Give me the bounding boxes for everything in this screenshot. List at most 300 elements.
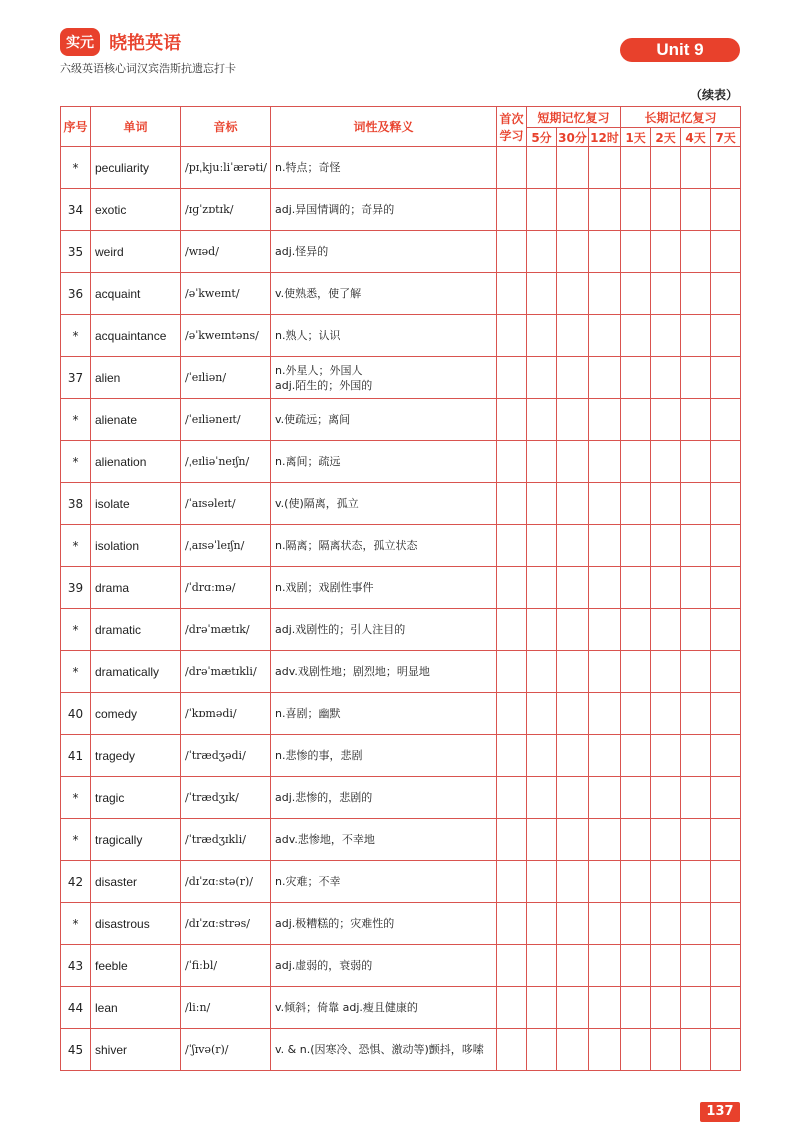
review-checkbox-cell bbox=[589, 189, 621, 231]
review-checkbox-cell bbox=[681, 819, 711, 861]
row-phonetic: /ˈfiːbl/ bbox=[181, 945, 271, 987]
review-checkbox-cell bbox=[557, 987, 589, 1029]
header-first-study: 首次学习 bbox=[497, 107, 527, 147]
review-checkbox-cell bbox=[497, 273, 527, 315]
review-checkbox-cell bbox=[711, 189, 741, 231]
row-phonetic: /ɪɡˈzɒtɪk/ bbox=[181, 189, 271, 231]
review-checkbox-cell bbox=[527, 357, 557, 399]
row-index: * bbox=[61, 651, 91, 693]
review-checkbox-cell bbox=[497, 987, 527, 1029]
review-checkbox-cell bbox=[589, 903, 621, 945]
review-checkbox-cell bbox=[651, 567, 681, 609]
review-checkbox-cell bbox=[621, 231, 651, 273]
table-row bbox=[61, 231, 741, 273]
review-checkbox-cell bbox=[589, 819, 621, 861]
page-subtitle: 六级英语核心词汉宾浩斯抗遗忘打卡 bbox=[60, 62, 236, 75]
review-checkbox-cell bbox=[527, 987, 557, 1029]
review-checkbox-cell bbox=[589, 609, 621, 651]
review-checkbox-cell bbox=[621, 945, 651, 987]
review-checkbox-cell bbox=[651, 357, 681, 399]
review-checkbox-cell bbox=[589, 315, 621, 357]
review-checkbox-cell bbox=[651, 483, 681, 525]
review-checkbox-cell bbox=[651, 189, 681, 231]
row-index: * bbox=[61, 609, 91, 651]
row-index: 42 bbox=[61, 861, 91, 903]
row-definition: n.悲惨的事，悲剧 bbox=[271, 735, 497, 777]
review-checkbox-cell bbox=[621, 861, 651, 903]
header-interval: 30分 bbox=[557, 128, 589, 147]
review-checkbox-cell bbox=[681, 903, 711, 945]
row-phonetic: /liːn/ bbox=[181, 987, 271, 1029]
review-checkbox-cell bbox=[527, 777, 557, 819]
review-checkbox-cell bbox=[589, 525, 621, 567]
row-word: dramatically bbox=[91, 651, 181, 693]
review-checkbox-cell bbox=[711, 483, 741, 525]
review-checkbox-cell bbox=[681, 945, 711, 987]
review-checkbox-cell bbox=[497, 819, 527, 861]
row-phonetic: /wɪəd/ bbox=[181, 231, 271, 273]
row-index: * bbox=[61, 399, 91, 441]
review-checkbox-cell bbox=[589, 147, 621, 189]
review-checkbox-cell bbox=[681, 231, 711, 273]
review-checkbox-cell bbox=[497, 525, 527, 567]
review-checkbox-cell bbox=[651, 819, 681, 861]
review-checkbox-cell bbox=[651, 1029, 681, 1071]
row-word: acquaintance bbox=[91, 315, 181, 357]
review-checkbox-cell bbox=[651, 693, 681, 735]
review-checkbox-cell bbox=[651, 609, 681, 651]
review-checkbox-cell bbox=[651, 903, 681, 945]
table-row bbox=[61, 189, 741, 231]
row-phonetic: /ˈtrædʒɪkli/ bbox=[181, 819, 271, 861]
review-checkbox-cell bbox=[621, 1029, 651, 1071]
review-checkbox-cell bbox=[497, 777, 527, 819]
row-index: 36 bbox=[61, 273, 91, 315]
review-checkbox-cell bbox=[497, 693, 527, 735]
row-definition: adj.悲惨的，悲剧的 bbox=[271, 777, 497, 819]
row-phonetic: /əˈkweɪntəns/ bbox=[181, 315, 271, 357]
review-checkbox-cell bbox=[527, 147, 557, 189]
row-phonetic: /ˈtrædʒədi/ bbox=[181, 735, 271, 777]
review-checkbox-cell bbox=[557, 861, 589, 903]
review-checkbox-cell bbox=[681, 735, 711, 777]
header-phonetic: 音标 bbox=[181, 107, 271, 147]
row-word: weird bbox=[91, 231, 181, 273]
row-phonetic: /ˈkɒmədi/ bbox=[181, 693, 271, 735]
review-checkbox-cell bbox=[557, 777, 589, 819]
row-word: feeble bbox=[91, 945, 181, 987]
table-row bbox=[61, 945, 741, 987]
review-checkbox-cell bbox=[681, 357, 711, 399]
row-word: peculiarity bbox=[91, 147, 181, 189]
row-index: * bbox=[61, 441, 91, 483]
review-checkbox-cell bbox=[621, 693, 651, 735]
review-checkbox-cell bbox=[621, 189, 651, 231]
row-word: exotic bbox=[91, 189, 181, 231]
header-interval: 4天 bbox=[681, 128, 711, 147]
row-definition: v.使熟悉，使了解 bbox=[271, 273, 497, 315]
row-index: 40 bbox=[61, 693, 91, 735]
row-word: tragedy bbox=[91, 735, 181, 777]
row-index: * bbox=[61, 903, 91, 945]
review-checkbox-cell bbox=[527, 231, 557, 273]
review-checkbox-cell bbox=[621, 483, 651, 525]
row-definition: n.外星人；外国人 adj.陌生的；外国的 bbox=[271, 357, 497, 399]
unit-badge: Unit 9 bbox=[620, 38, 740, 62]
row-index: 43 bbox=[61, 945, 91, 987]
review-checkbox-cell bbox=[621, 651, 651, 693]
review-checkbox-cell bbox=[711, 357, 741, 399]
review-checkbox-cell bbox=[589, 273, 621, 315]
review-checkbox-cell bbox=[711, 147, 741, 189]
review-checkbox-cell bbox=[497, 567, 527, 609]
review-checkbox-cell bbox=[497, 189, 527, 231]
review-checkbox-cell bbox=[589, 1029, 621, 1071]
review-checkbox-cell bbox=[589, 735, 621, 777]
row-index: 34 bbox=[61, 189, 91, 231]
review-checkbox-cell bbox=[497, 903, 527, 945]
row-definition: n.隔离；隔离状态，孤立状态 bbox=[271, 525, 497, 567]
review-checkbox-cell bbox=[527, 315, 557, 357]
review-checkbox-cell bbox=[497, 945, 527, 987]
review-checkbox-cell bbox=[651, 441, 681, 483]
row-index: 35 bbox=[61, 231, 91, 273]
review-checkbox-cell bbox=[621, 777, 651, 819]
review-checkbox-cell bbox=[711, 399, 741, 441]
review-checkbox-cell bbox=[589, 945, 621, 987]
review-checkbox-cell bbox=[711, 1029, 741, 1071]
review-checkbox-cell bbox=[557, 399, 589, 441]
review-checkbox-cell bbox=[651, 945, 681, 987]
review-checkbox-cell bbox=[711, 693, 741, 735]
review-checkbox-cell bbox=[589, 231, 621, 273]
review-checkbox-cell bbox=[557, 651, 589, 693]
review-checkbox-cell bbox=[557, 693, 589, 735]
row-definition: n.戏剧；戏剧性事件 bbox=[271, 567, 497, 609]
row-definition: v.(使)隔离，孤立 bbox=[271, 483, 497, 525]
review-checkbox-cell bbox=[621, 441, 651, 483]
review-checkbox-cell bbox=[681, 609, 711, 651]
table-row bbox=[61, 819, 741, 861]
table-row bbox=[61, 483, 741, 525]
review-checkbox-cell bbox=[651, 777, 681, 819]
review-checkbox-cell bbox=[681, 189, 711, 231]
review-checkbox-cell bbox=[557, 231, 589, 273]
table-row bbox=[61, 903, 741, 945]
review-checkbox-cell bbox=[589, 651, 621, 693]
review-checkbox-cell bbox=[527, 483, 557, 525]
review-checkbox-cell bbox=[527, 609, 557, 651]
row-phonetic: /ˈaɪsəleɪt/ bbox=[181, 483, 271, 525]
review-checkbox-cell bbox=[711, 735, 741, 777]
review-checkbox-cell bbox=[557, 483, 589, 525]
review-checkbox-cell bbox=[621, 987, 651, 1029]
review-checkbox-cell bbox=[711, 903, 741, 945]
review-checkbox-cell bbox=[527, 525, 557, 567]
review-checkbox-cell bbox=[589, 399, 621, 441]
review-checkbox-cell bbox=[557, 147, 589, 189]
review-checkbox-cell bbox=[589, 693, 621, 735]
header-interval: 2天 bbox=[651, 128, 681, 147]
review-checkbox-cell bbox=[651, 861, 681, 903]
review-checkbox-cell bbox=[589, 861, 621, 903]
review-checkbox-cell bbox=[527, 441, 557, 483]
review-checkbox-cell bbox=[497, 861, 527, 903]
review-checkbox-cell bbox=[497, 1029, 527, 1071]
review-checkbox-cell bbox=[681, 777, 711, 819]
header-interval: 1天 bbox=[621, 128, 651, 147]
table-row bbox=[61, 441, 741, 483]
row-phonetic: /ˈeɪliəneɪt/ bbox=[181, 399, 271, 441]
review-checkbox-cell bbox=[527, 693, 557, 735]
review-checkbox-cell bbox=[621, 357, 651, 399]
logo-text: 晓艳英语 bbox=[109, 33, 182, 54]
row-index: 38 bbox=[61, 483, 91, 525]
review-checkbox-cell bbox=[681, 441, 711, 483]
row-definition: n.特点；奇怪 bbox=[271, 147, 497, 189]
row-phonetic: /ˈeɪliən/ bbox=[181, 357, 271, 399]
review-checkbox-cell bbox=[681, 861, 711, 903]
review-checkbox-cell bbox=[711, 651, 741, 693]
row-definition: v.使疏远；离间 bbox=[271, 399, 497, 441]
row-word: lean bbox=[91, 987, 181, 1029]
review-checkbox-cell bbox=[681, 1029, 711, 1071]
row-definition: v.倾斜；倚靠 adj.瘦且健康的 bbox=[271, 987, 497, 1029]
table-row bbox=[61, 273, 741, 315]
row-phonetic: /ˈdrɑːmə/ bbox=[181, 567, 271, 609]
header-long-review: 长期记忆复习 bbox=[621, 107, 741, 128]
review-checkbox-cell bbox=[527, 567, 557, 609]
review-checkbox-cell bbox=[621, 819, 651, 861]
review-checkbox-cell bbox=[557, 819, 589, 861]
row-phonetic: /drəˈmætɪkli/ bbox=[181, 651, 271, 693]
row-index: * bbox=[61, 315, 91, 357]
review-checkbox-cell bbox=[621, 273, 651, 315]
row-word: alienation bbox=[91, 441, 181, 483]
header-definition: 词性及释义 bbox=[271, 107, 497, 147]
row-phonetic: /dɪˈzɑːstə(r)/ bbox=[181, 861, 271, 903]
review-checkbox-cell bbox=[711, 819, 741, 861]
review-checkbox-cell bbox=[711, 441, 741, 483]
row-phonetic: /ˈtrædʒɪk/ bbox=[181, 777, 271, 819]
review-checkbox-cell bbox=[711, 273, 741, 315]
review-checkbox-cell bbox=[681, 567, 711, 609]
review-checkbox-cell bbox=[621, 399, 651, 441]
row-definition: adv.戏剧性地；剧烈地；明显地 bbox=[271, 651, 497, 693]
row-index: 37 bbox=[61, 357, 91, 399]
row-definition: adj.怪异的 bbox=[271, 231, 497, 273]
row-word: shiver bbox=[91, 1029, 181, 1071]
review-checkbox-cell bbox=[497, 147, 527, 189]
row-definition: adj.极糟糕的；灾难性的 bbox=[271, 903, 497, 945]
row-word: isolate bbox=[91, 483, 181, 525]
review-checkbox-cell bbox=[527, 273, 557, 315]
row-word: alien bbox=[91, 357, 181, 399]
review-checkbox-cell bbox=[527, 399, 557, 441]
row-index: * bbox=[61, 777, 91, 819]
row-definition: n.灾难；不幸 bbox=[271, 861, 497, 903]
review-checkbox-cell bbox=[527, 861, 557, 903]
review-checkbox-cell bbox=[681, 273, 711, 315]
row-word: drama bbox=[91, 567, 181, 609]
review-checkbox-cell bbox=[497, 357, 527, 399]
row-phonetic: /drəˈmætɪk/ bbox=[181, 609, 271, 651]
review-checkbox-cell bbox=[527, 189, 557, 231]
review-checkbox-cell bbox=[557, 315, 589, 357]
review-checkbox-cell bbox=[621, 609, 651, 651]
review-checkbox-cell bbox=[557, 609, 589, 651]
review-checkbox-cell bbox=[621, 147, 651, 189]
row-word: comedy bbox=[91, 693, 181, 735]
review-checkbox-cell bbox=[557, 567, 589, 609]
review-checkbox-cell bbox=[497, 399, 527, 441]
table-row bbox=[61, 609, 741, 651]
row-definition: adj.虚弱的，衰弱的 bbox=[271, 945, 497, 987]
review-checkbox-cell bbox=[651, 147, 681, 189]
table-row bbox=[61, 777, 741, 819]
table-row bbox=[61, 987, 741, 1029]
row-index: 39 bbox=[61, 567, 91, 609]
review-checkbox-cell bbox=[527, 903, 557, 945]
review-checkbox-cell bbox=[681, 147, 711, 189]
row-word: alienate bbox=[91, 399, 181, 441]
review-checkbox-cell bbox=[681, 693, 711, 735]
review-checkbox-cell bbox=[557, 735, 589, 777]
row-index: 45 bbox=[61, 1029, 91, 1071]
row-phonetic: /ˌaɪsəˈleɪʃn/ bbox=[181, 525, 271, 567]
review-checkbox-cell bbox=[557, 1029, 589, 1071]
review-checkbox-cell bbox=[651, 987, 681, 1029]
review-checkbox-cell bbox=[589, 987, 621, 1029]
page-number: 137 bbox=[700, 1102, 740, 1122]
review-checkbox-cell bbox=[621, 525, 651, 567]
table-row bbox=[61, 693, 741, 735]
row-definition: n.离间；疏远 bbox=[271, 441, 497, 483]
review-checkbox-cell bbox=[527, 735, 557, 777]
review-checkbox-cell bbox=[527, 945, 557, 987]
review-checkbox-cell bbox=[527, 819, 557, 861]
review-checkbox-cell bbox=[621, 735, 651, 777]
row-definition: adv.悲惨地，不幸地 bbox=[271, 819, 497, 861]
review-checkbox-cell bbox=[711, 231, 741, 273]
table-row bbox=[61, 399, 741, 441]
table-row bbox=[61, 735, 741, 777]
row-word: tragic bbox=[91, 777, 181, 819]
review-checkbox-cell bbox=[651, 735, 681, 777]
row-phonetic: /pɪˌkjuːliˈærəti/ bbox=[181, 147, 271, 189]
row-definition: v. & n.(因寒冷、恐惧、激动等)颤抖，哆嗦 bbox=[271, 1029, 497, 1071]
row-definition: n.熟人；认识 bbox=[271, 315, 497, 357]
row-phonetic: /dɪˈzɑːstrəs/ bbox=[181, 903, 271, 945]
review-checkbox-cell bbox=[681, 483, 711, 525]
header-short-review: 短期记忆复习 bbox=[527, 107, 621, 128]
review-checkbox-cell bbox=[711, 525, 741, 567]
header-word: 单词 bbox=[91, 107, 181, 147]
row-word: disastrous bbox=[91, 903, 181, 945]
row-word: isolation bbox=[91, 525, 181, 567]
header-interval: 7天 bbox=[711, 128, 741, 147]
review-checkbox-cell bbox=[711, 945, 741, 987]
continued-label: （续表） bbox=[690, 88, 739, 102]
review-checkbox-cell bbox=[651, 651, 681, 693]
review-checkbox-cell bbox=[711, 777, 741, 819]
review-checkbox-cell bbox=[497, 441, 527, 483]
header-index: 序号 bbox=[61, 107, 91, 147]
review-checkbox-cell bbox=[621, 315, 651, 357]
review-checkbox-cell bbox=[589, 567, 621, 609]
review-checkbox-cell bbox=[651, 273, 681, 315]
review-checkbox-cell bbox=[557, 945, 589, 987]
review-checkbox-cell bbox=[589, 777, 621, 819]
review-checkbox-cell bbox=[681, 651, 711, 693]
header-interval: 5分 bbox=[527, 128, 557, 147]
table-row bbox=[61, 861, 741, 903]
row-word: disaster bbox=[91, 861, 181, 903]
logo-badge: 实元 bbox=[60, 28, 100, 56]
row-phonetic: /ˌeɪliəˈneɪʃn/ bbox=[181, 441, 271, 483]
review-checkbox-cell bbox=[681, 987, 711, 1029]
review-checkbox-cell bbox=[711, 861, 741, 903]
header-interval: 12时 bbox=[589, 128, 621, 147]
row-word: tragically bbox=[91, 819, 181, 861]
review-checkbox-cell bbox=[651, 231, 681, 273]
review-checkbox-cell bbox=[497, 483, 527, 525]
review-checkbox-cell bbox=[527, 1029, 557, 1071]
row-phonetic: /ˈʃɪvə(r)/ bbox=[181, 1029, 271, 1071]
table-row bbox=[61, 567, 741, 609]
review-checkbox-cell bbox=[497, 231, 527, 273]
review-checkbox-cell bbox=[711, 567, 741, 609]
brand-logo bbox=[60, 28, 181, 56]
row-index: 41 bbox=[61, 735, 91, 777]
row-definition: adj.戏剧性的；引人注目的 bbox=[271, 609, 497, 651]
review-checkbox-cell bbox=[557, 525, 589, 567]
review-checkbox-cell bbox=[497, 735, 527, 777]
review-checkbox-cell bbox=[557, 189, 589, 231]
vocabulary-table bbox=[60, 106, 741, 1071]
review-checkbox-cell bbox=[681, 525, 711, 567]
review-checkbox-cell bbox=[557, 903, 589, 945]
table-row bbox=[61, 1029, 741, 1071]
row-phonetic: /əˈkweɪnt/ bbox=[181, 273, 271, 315]
row-definition: adj.异国情调的；奇异的 bbox=[271, 189, 497, 231]
table-row bbox=[61, 315, 741, 357]
table-row bbox=[61, 651, 741, 693]
review-checkbox-cell bbox=[621, 567, 651, 609]
review-checkbox-cell bbox=[711, 987, 741, 1029]
row-index: 44 bbox=[61, 987, 91, 1029]
review-checkbox-cell bbox=[589, 441, 621, 483]
row-word: dramatic bbox=[91, 609, 181, 651]
review-checkbox-cell bbox=[621, 903, 651, 945]
review-checkbox-cell bbox=[557, 273, 589, 315]
table-row bbox=[61, 147, 741, 189]
review-checkbox-cell bbox=[589, 483, 621, 525]
row-word: acquaint bbox=[91, 273, 181, 315]
review-checkbox-cell bbox=[497, 315, 527, 357]
review-checkbox-cell bbox=[497, 651, 527, 693]
review-checkbox-cell bbox=[557, 357, 589, 399]
review-checkbox-cell bbox=[651, 399, 681, 441]
row-index: * bbox=[61, 147, 91, 189]
review-checkbox-cell bbox=[557, 441, 589, 483]
review-checkbox-cell bbox=[651, 525, 681, 567]
review-checkbox-cell bbox=[681, 315, 711, 357]
row-definition: n.喜剧；幽默 bbox=[271, 693, 497, 735]
review-checkbox-cell bbox=[589, 357, 621, 399]
table-row bbox=[61, 525, 741, 567]
review-checkbox-cell bbox=[711, 609, 741, 651]
